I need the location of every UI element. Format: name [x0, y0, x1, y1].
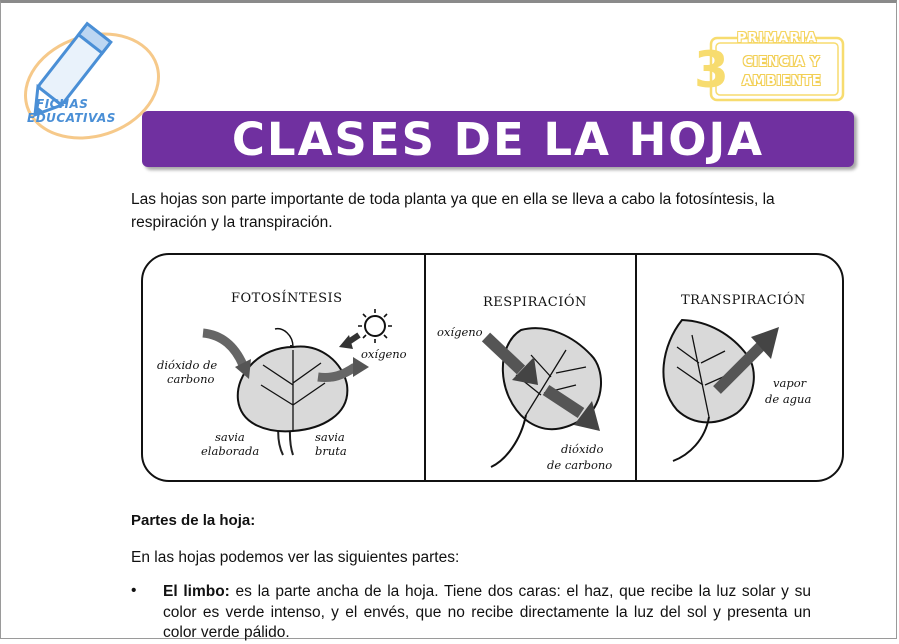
transpiration-leaf-illustration [637, 255, 844, 482]
leaf-functions-figure [141, 253, 844, 482]
panel-title-transpiracion: TRANSPIRACIÓN [681, 293, 806, 308]
panel-title-fotosintesis: FOTOSÍNTESIS [231, 291, 343, 306]
label-oxygen: oxígeno [361, 347, 407, 361]
page-title: CLASES DE LA HOJA [231, 113, 765, 166]
badge-level: PRIMARIA [737, 31, 818, 46]
label-oxygen-respiration: oxígeno [437, 325, 483, 339]
respiration-leaf-illustration [426, 255, 635, 482]
label-vapor-line1: vapor [773, 376, 807, 390]
bullet-text: es la parte ancha de la hoja. Tiene dos caras: el haz, que recibe la luz solar y su color es verde intenso, y el envés, que no recibe directamente la luz del sol y presenta un color verde pálido. [163, 583, 811, 641]
badge-grade: 3 [694, 41, 729, 99]
label-savia-elaborada-2: elaborada [201, 444, 260, 458]
panel-title-respiracion: RESPIRACIÓN [483, 295, 587, 310]
label-co2-respiration-2: de carbono [547, 458, 613, 472]
bullet-term: El limbo: [163, 583, 230, 600]
logo-text-line1: FICHAS [36, 97, 89, 111]
bullet-marker: • [131, 582, 137, 599]
bullet-item-limbo [163, 582, 811, 644]
intro-paragraph: Las hojas son parte importante de toda planta ya que en ella se lleva a cabo la fotosíntesis, la respiración y la transpiración. [131, 191, 775, 231]
logo-text-line2: EDUCATIVAS [27, 111, 116, 125]
label-co2-line2: carbono [167, 372, 215, 386]
label-vapor-line2: de agua [765, 392, 812, 406]
label-savia-bruta-1: savia [315, 430, 345, 444]
label-savia-elaborada-1: savia [215, 430, 245, 444]
section-heading: Partes de la hoja: [131, 512, 256, 529]
badge-subject-line1: CIENCIA Y [743, 55, 821, 70]
badge-subject-line2: AMBIENTE [742, 74, 822, 89]
label-savia-bruta-2: bruta [315, 444, 347, 458]
label-co2-respiration-1: dióxido [561, 442, 604, 456]
label-co2-line1: dióxido de [157, 358, 218, 372]
section-paragraph: En las hojas podemos ver las siguientes partes: [131, 549, 460, 566]
